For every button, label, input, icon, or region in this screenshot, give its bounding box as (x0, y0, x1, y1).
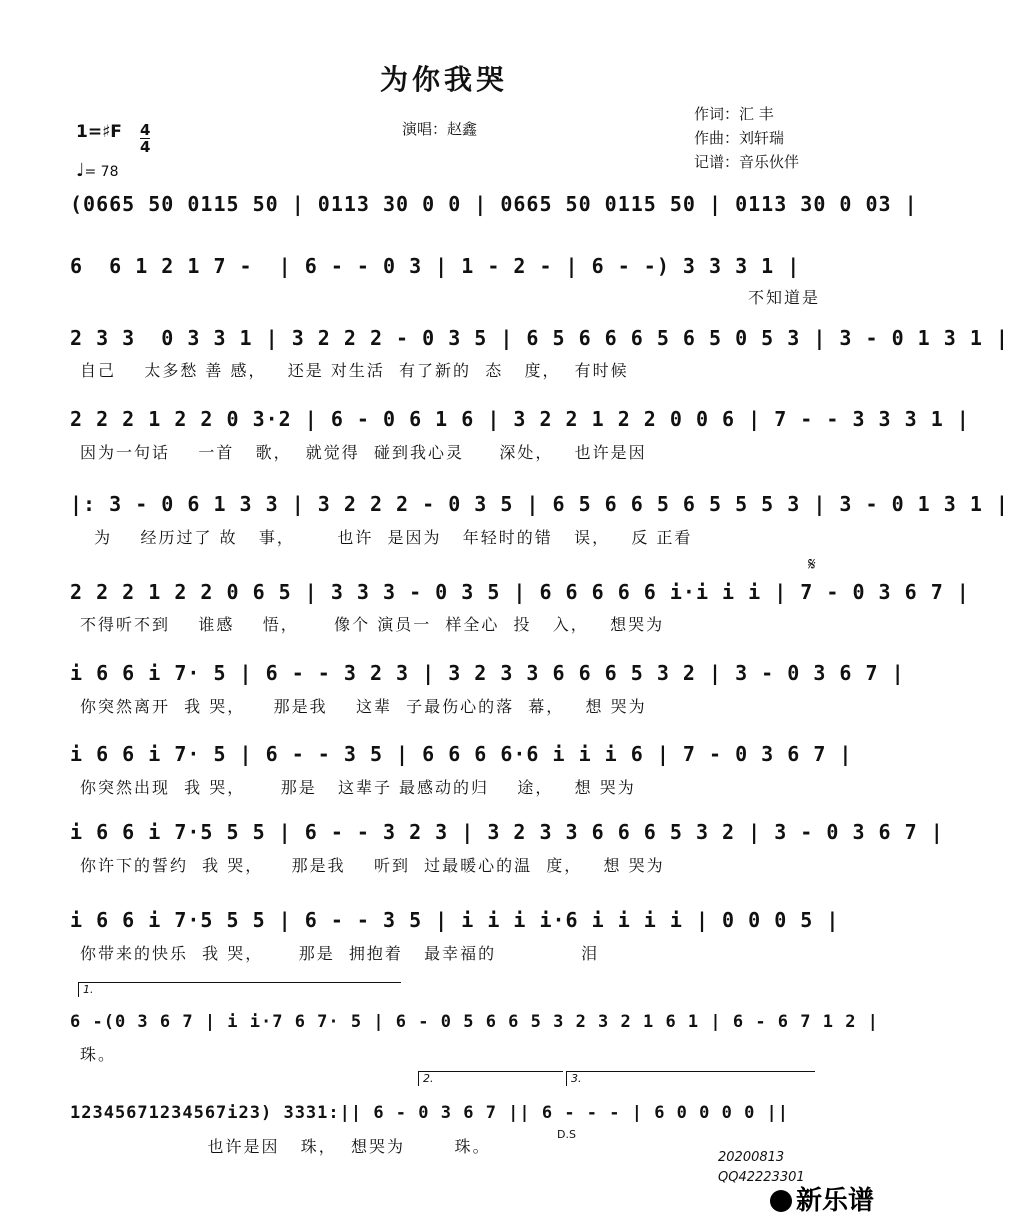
notation-row-11: 6 -(0 3 6 7 | i i·7 6 7· 5 | 6 - 0 5 6 6 5 3 2 3 2 1 6 1 | 6 - 6 7 1 2 | (70, 1012, 879, 1032)
stamp-date: 20200813 (718, 1150, 785, 1165)
lyric-row-6: 不得听不到 谁感 悟， 像个 演员一 样全心 投 入， 想哭为 (80, 615, 665, 634)
lyricist-credit: 作词：汇 丰 (694, 105, 774, 123)
transcriber-credit: 记谱：音乐伙伴 (694, 153, 800, 171)
tempo-value: = 78 (84, 164, 119, 180)
lyric-row-4: 因为一句话 一首 歌， 就觉得 碰到我心灵 深处， 也许是因 (80, 443, 647, 462)
time-signature (140, 122, 150, 155)
notation-row-4: 2 2 2 1 2 2 0 3·2 | 6 - 0 6 1 6 | 3 2 2 1 2 2 0 0 6 | 7 - - 3 3 3 1 | (70, 407, 970, 431)
composer-credit: 作曲：刘轩瑞 (694, 129, 785, 147)
notation-row-9: i 6 6 i 7·5 5 5 | 6 - - 3 2 3 | 3 2 3 3 6 6 6 5 3 2 | 3 - 0 3 6 7 | (70, 820, 944, 844)
dal-segno-mark: D.S (557, 1128, 576, 1141)
lyric-row-2: 不知道是 (747, 288, 820, 307)
lyric-row-9: 你许下的誓约 我 哭， 那是我 听到 过最暖心的温 度， 想 哭为 (80, 856, 665, 875)
key-signature: 1=♯F (76, 122, 122, 142)
logo-text: 新乐谱 (796, 1186, 875, 1216)
song-title: 为你我哭 (379, 63, 508, 96)
quarter-note-icon: ♩ (76, 160, 85, 181)
lyric-row-12: 也许是因 珠， 想哭为 珠。 (80, 1137, 491, 1156)
notation-row-3: 2 3 3 0 3 3 1 | 3 2 2 2 - 0 3 5 | 6 5 6 6 6 5 6 5 0 5 3 | 3 - 0 1 3 1 | (70, 326, 1009, 350)
lyric-row-1 (80, 222, 820, 248)
notation-row-10: i 6 6 i 7·5 5 5 | 6 - - 3 5 | i i i i·6 i i i i | 0 0 0 5 | (70, 908, 840, 932)
site-logo (770, 1180, 874, 1217)
credits-block (694, 102, 799, 174)
notation-row-12: 12345671234567i23) 3331:|| 6 - 0 3 6 7 || 6 - - - | 6 0 0 0 0 || (70, 1103, 790, 1123)
lyric-row-8: 你突然出现 我 哭， 那是 这辈子 最感动的归 途， 想 哭为 (80, 778, 636, 797)
notation-row-5: |: 3 - 0 6 1 3 3 | 3 2 2 2 - 0 3 5 | 6 5 6 6 5 6 5 5 5 3 | 3 - 0 1 3 1 | (70, 492, 1009, 516)
segno-icon: 𝄋 (808, 554, 816, 575)
logo-mark-icon (770, 1190, 792, 1212)
ending-3-bracket: 3. (566, 1071, 815, 1086)
ending-1-bracket: 1. (78, 982, 401, 997)
time-signature-top: 4 (140, 121, 151, 139)
notation-row-1: (0665 50 0115 50 | 0113 30 0 0 | 0665 50 0115 50 | 0113 30 0 03 | (70, 192, 918, 216)
notation-row-7: i 6 6 i 7· 5 | 6 - - 3 2 3 | 3 2 3 3 6 6 6 5 3 2 | 3 - 0 3 6 7 | (70, 661, 905, 685)
tempo-marking (76, 160, 119, 181)
lyric-row-5: 为 经历过了 故 事， 也许 是因为 年轻时的错 误， 反 正看 (80, 528, 693, 547)
stamp-qq: QQ42223301 (718, 1170, 805, 1185)
singer-credit: 演唱：赵鑫 (402, 120, 478, 138)
lyric-row-7: 你突然离开 我 哭， 那是我 这辈 子最伤心的落 幕， 想 哭为 (80, 697, 647, 716)
ending-2-bracket: 2. (418, 1071, 563, 1086)
lyric-row-11: 珠。 (80, 1045, 117, 1064)
lyric-row-10: 你带来的快乐 我 哭， 那是 拥抱着 最幸福的 泪 (80, 944, 600, 963)
lyric-row-3: 自己 太多愁 善 感， 还是 对生活 有了新的 态 度， 有时候 (80, 361, 629, 380)
notation-row-2: 6 6 1 2 1 7 - | 6 - - 0 3 | 1 - 2 - | 6 - -) 3 3 3 1 | (70, 254, 801, 278)
notation-row-8: i 6 6 i 7· 5 | 6 - - 3 5 | 6 6 6 6·6 i i i 6 | 7 - 0 3 6 7 | (70, 742, 853, 766)
time-signature-bottom: 4 (140, 138, 151, 156)
notation-row-6: 2 2 2 1 2 2 0 6 5 | 3 3 3 - 0 3 5 | 6 6 6 6 6 i·i i i | 7 - 0 3 6 7 | (70, 580, 970, 604)
